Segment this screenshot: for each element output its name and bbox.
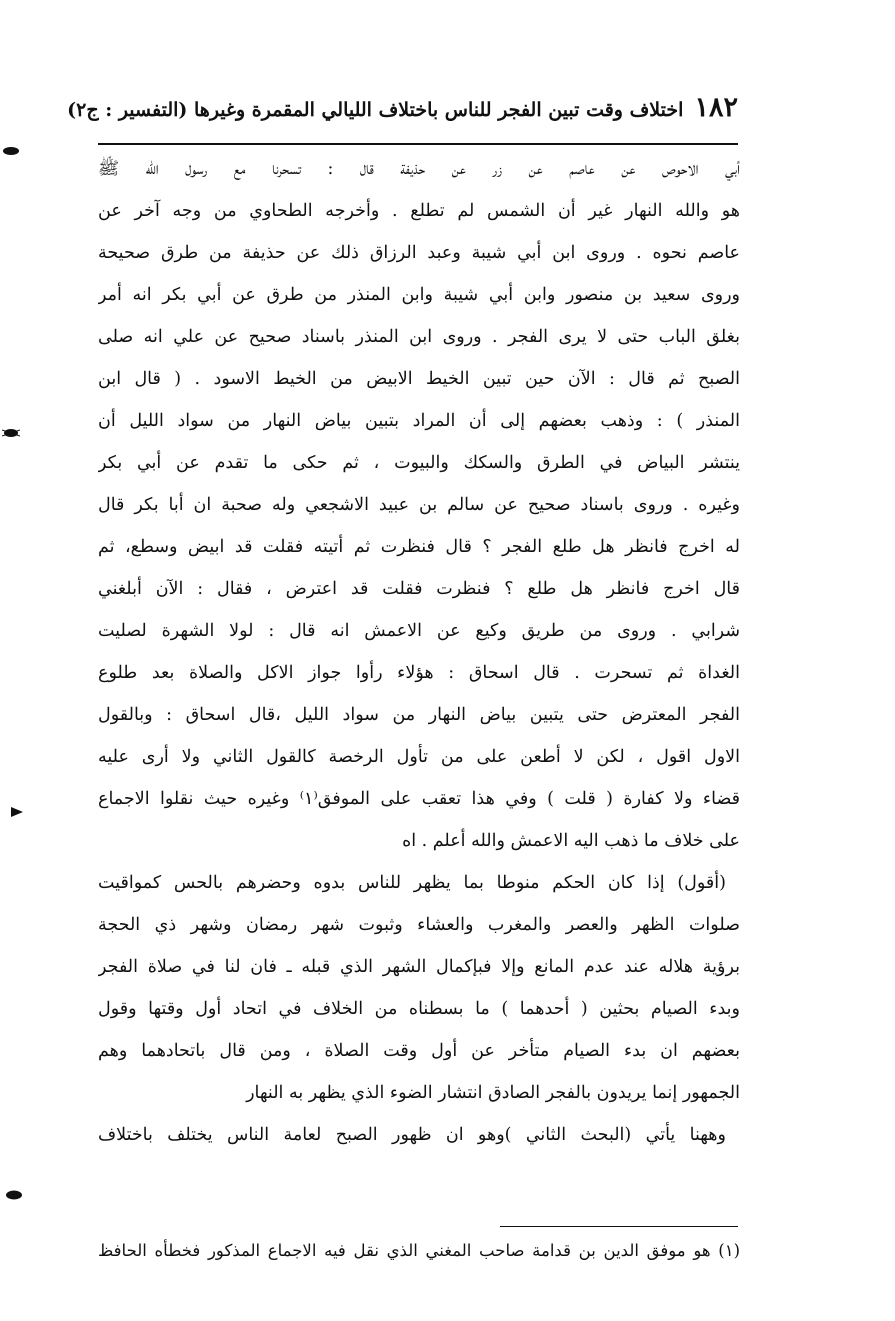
header-rule	[98, 143, 738, 145]
text-line: على خلاف ما ذهب اليه الاعمش والله أعلم . اه	[402, 831, 740, 851]
text-line: قضاء ولا كفارة ( قلت ) وفي هذا تعقب على الموفق⁽١⁾ وغيره حيث نقلوا الاجماع	[98, 789, 740, 809]
text-line: المنذر ) : وذهب بعضهم إلى أن المراد بتبين بياض النهار من سواد الليل أن	[98, 411, 740, 431]
footnote: (١) هو موفق الدين بن قدامة صاحب المغني الذي نقل فيه الاجماع المذكور فخطأه الحافظ	[98, 1241, 740, 1260]
text-line: ينتشر البياض في الطرق والسكك والبيوت ، ثم حكى ما تقدم عن أبي بكر	[98, 453, 740, 473]
text-line: بغلق الباب حتى لا يرى الفجر . وروى ابن المنذر باسناد صحيح عن علي انه صلى	[98, 327, 740, 347]
text-line: قال اخرج فانظر هل طلع ؟ فنظرت فقلت قد اعترض ، فقال : الآن أبلغني	[98, 579, 740, 599]
ink-blot-mark	[5, 1189, 23, 1201]
text-line: وههنا يأتي (البحث الثاني )وهو ان ظهور الصبح لعامة الناس يختلف باختلاف	[98, 1125, 726, 1145]
text-line: صلوات الظهر والعصر والمغرب والعشاء وثبوت شهر رمضان وشهر ذي الحجة	[98, 915, 740, 935]
footnote-rule	[500, 1226, 738, 1227]
text-line: وروى سعيد بن منصور وابن أبي شيبة وابن المنذر من طرق عن أبي بكر انه أمر	[98, 285, 740, 305]
text-line: له اخرج فانظر هل طلع الفجر ؟ قال فنظرت ثم أتيته فقلت قد ابيض وسطع، ثم	[98, 537, 740, 557]
text-line: الغداة ثم تسحرت . قال اسحاق : هؤلاء رأوا جواز الاكل والصلاة بعد طلوع	[98, 663, 740, 683]
text-line: (أقول) إذا كان الحكم منوطا بما يظهر للناس بدوه وحضرهم بالحس كمواقيت	[98, 873, 726, 893]
page-number: ١٨٢	[694, 92, 738, 123]
text-line: أبي الاحوص عن عاصم عن زر عن حذيفة قال : تسحرنا مع رسول الله ﷺ	[98, 159, 740, 179]
ink-blot-mark	[8, 806, 26, 818]
text-line: الصبح ثم قال : الآن حين تبين الخيط الابيض من الخيط الاسود . ( قال ابن	[98, 369, 740, 389]
text-line: الاول اقول ، لكن لا أطعن على من تأول الرخصة كالقول الثاني ولا أرى عليه	[98, 747, 740, 767]
text-line: برؤية هلاله عند عدم المانع وإلا فبإكمال الشهر الذي قبله ـ فان لنا في صلاة الفجر	[98, 957, 740, 977]
text-line: بعضهم ان بدء الصيام متأخر عن أول وقت الصلاة ، ومن قال باتحادهما وهم	[98, 1041, 740, 1061]
text-line: شرابي . وروى من طريق وكيع عن الاعمش انه قال : لولا الشهرة لصليت	[98, 621, 740, 641]
text-line: هو والله النهار غير أن الشمس لم تطلع . وأخرجه الطحاوي من وجه آخر عن	[98, 201, 740, 221]
text-line: الجمهور إنما يريدون بالفجر الصادق انتشار الضوء الذي يظهر به النهار	[246, 1083, 740, 1103]
text-line: عاصم نحوه . وروى ابن أبي شيبة وعبد الرزاق ذلك عن حذيفة من طرق صحيحة	[98, 243, 740, 263]
body-text	[98, 148, 740, 1156]
ink-blot-mark	[2, 427, 20, 439]
page-header	[67, 92, 738, 134]
running-title: اختلاف وقت تبين الفجر للناس باختلاف الليالي المقمرة وغيرها (التفسير : ج٢)	[67, 99, 684, 121]
text-line: الفجر المعترض حتى يتبين بياض النهار من سواد الليل ،قال اسحاق : وبالقول	[98, 705, 740, 725]
text-line: وبدء الصيام بحثين ( أحدهما ) ما بسطناه من الخلاف في اتحاد أول وقتها وقول	[98, 999, 740, 1019]
text-line: وغيره . وروى باسناد صحيح عن سالم بن عبيد الاشجعي وله صحبة ان أبا بكر قال	[98, 495, 740, 515]
ink-blot-mark	[2, 145, 20, 157]
